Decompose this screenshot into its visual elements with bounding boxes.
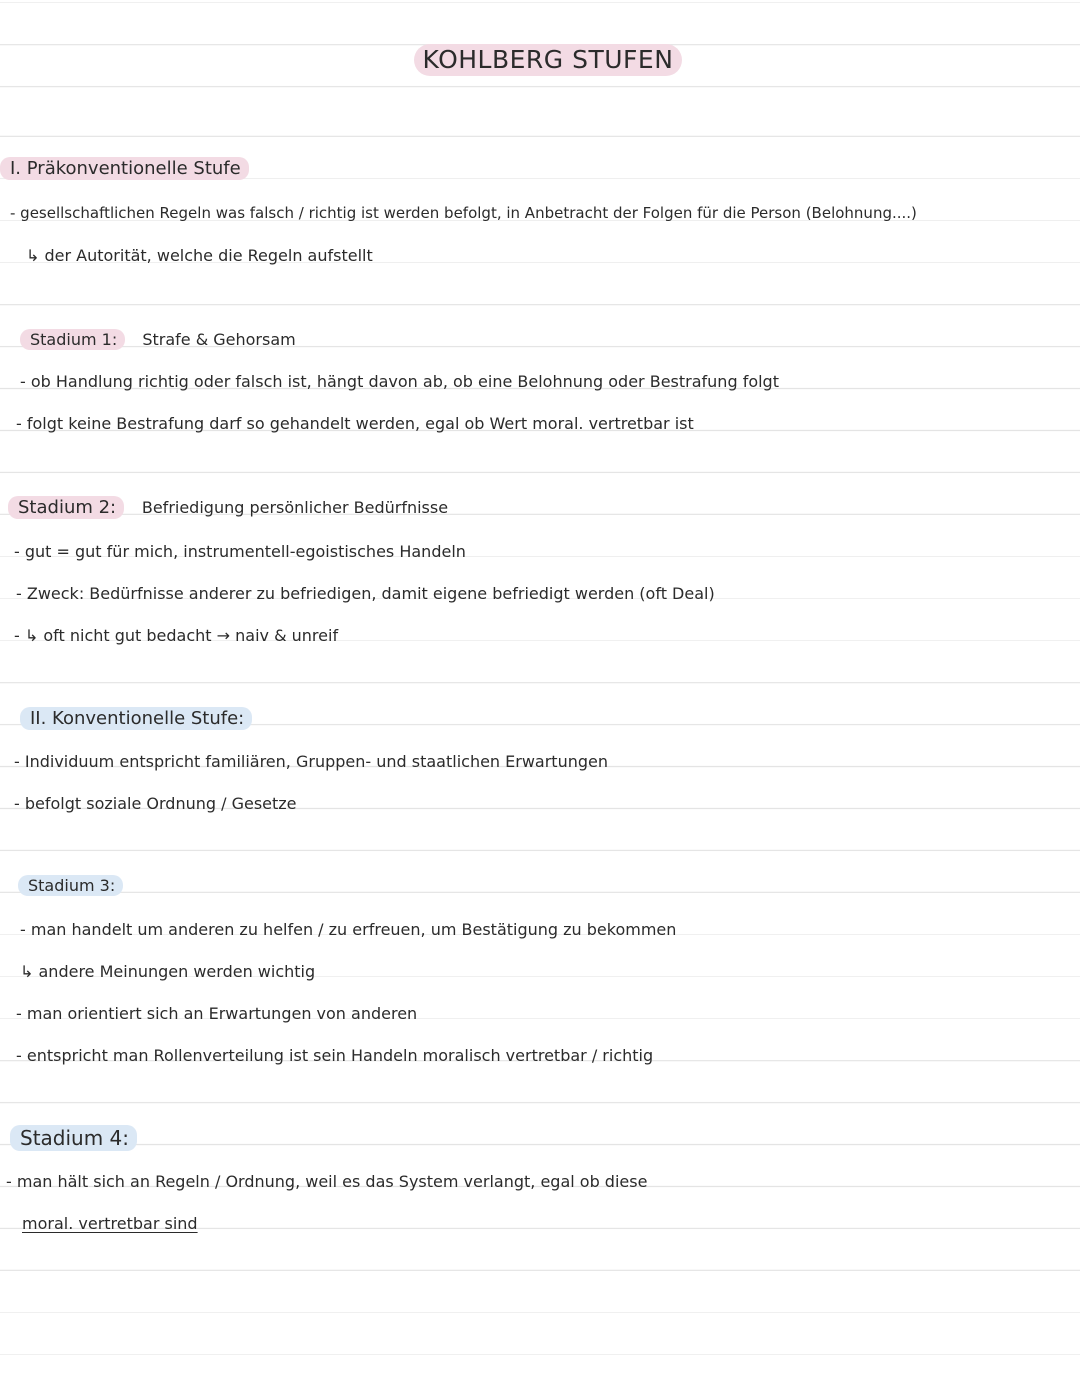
stadium-4-line-1: - man hält sich an Regeln / Ordnung, weil es das System verlangt, egal ob diese xyxy=(6,1172,648,1191)
stadium-2-line-2: - Zweck: Bedürfnisse anderer zu befriedigen, damit eigene befriedigt werden (oft Deal) xyxy=(16,584,715,603)
section-2-heading-row xyxy=(20,708,252,729)
stadium-1-title: Strafe & Gehorsam xyxy=(142,330,296,349)
stadium-3-line-3: - man orientiert sich an Erwartungen von anderen xyxy=(16,1004,418,1023)
stadium-2-title: Befriedigung persönlicher Bedürfnisse xyxy=(141,498,449,517)
page-title: KOHLBERG STUFEN xyxy=(422,45,674,74)
section-1-heading-row xyxy=(0,158,249,179)
stadium-1-line-2: - folgt keine Bestrafung darf so gehandelt werden, egal ob Wert moral. vertretbar ist xyxy=(16,414,694,433)
stadium-1-line-1: - ob Handlung richtig oder falsch ist, hängt davon ab, ob eine Belohnung oder Bestrafung folgt xyxy=(20,372,779,391)
section-1-line-1: - gesellschaftlichen Regeln was falsch / richtig ist werden befolgt, in Anbetracht der Folgen für die Person (Belohnung....) xyxy=(10,204,917,222)
page-title-highlight xyxy=(414,44,682,76)
section-2-line-2: - befolgt soziale Ordnung / Gesetze xyxy=(14,794,297,813)
stadium-2-heading-row xyxy=(8,497,448,518)
stadium-1-label: Stadium 1: xyxy=(20,329,125,350)
stadium-3-line-1: - man handelt um anderen zu helfen / zu erfreuen, um Bestätigung zu bekommen xyxy=(20,920,677,939)
stadium-4-line-2: moral. vertretbar sind xyxy=(22,1214,198,1233)
section-2-heading: II. Konventionelle Stufe: xyxy=(20,707,252,730)
stadium-3-label: Stadium 3: xyxy=(18,875,123,896)
stadium-3-line-4: - entspricht man Rollenverteilung ist sein Handeln moralisch vertretbar / richtig xyxy=(16,1046,654,1065)
stadium-3-line-2: ↳ andere Meinungen werden wichtig xyxy=(20,962,316,981)
stadium-2-line-3: - ↳ oft nicht gut bedacht → naiv & unreif xyxy=(14,626,339,645)
stadium-2-line-1: - gut = gut für mich, instrumentell-egoistisches Handeln xyxy=(14,542,466,561)
section-2-line-1: - Individuum entspricht familiären, Gruppen- und staatlichen Erwartungen xyxy=(14,752,608,771)
stadium-4-label: Stadium 4: xyxy=(10,1125,137,1151)
stadium-2-label: Stadium 2: xyxy=(8,496,124,519)
section-1-heading: I. Präkonventionelle Stufe xyxy=(0,157,249,180)
stadium-1-heading-row xyxy=(20,330,296,349)
section-1-line-2: ↳ der Autorität, welche die Regeln aufstellt xyxy=(26,246,373,265)
stadium-4-heading-row xyxy=(10,1126,137,1150)
stadium-3-heading-row xyxy=(18,876,123,895)
